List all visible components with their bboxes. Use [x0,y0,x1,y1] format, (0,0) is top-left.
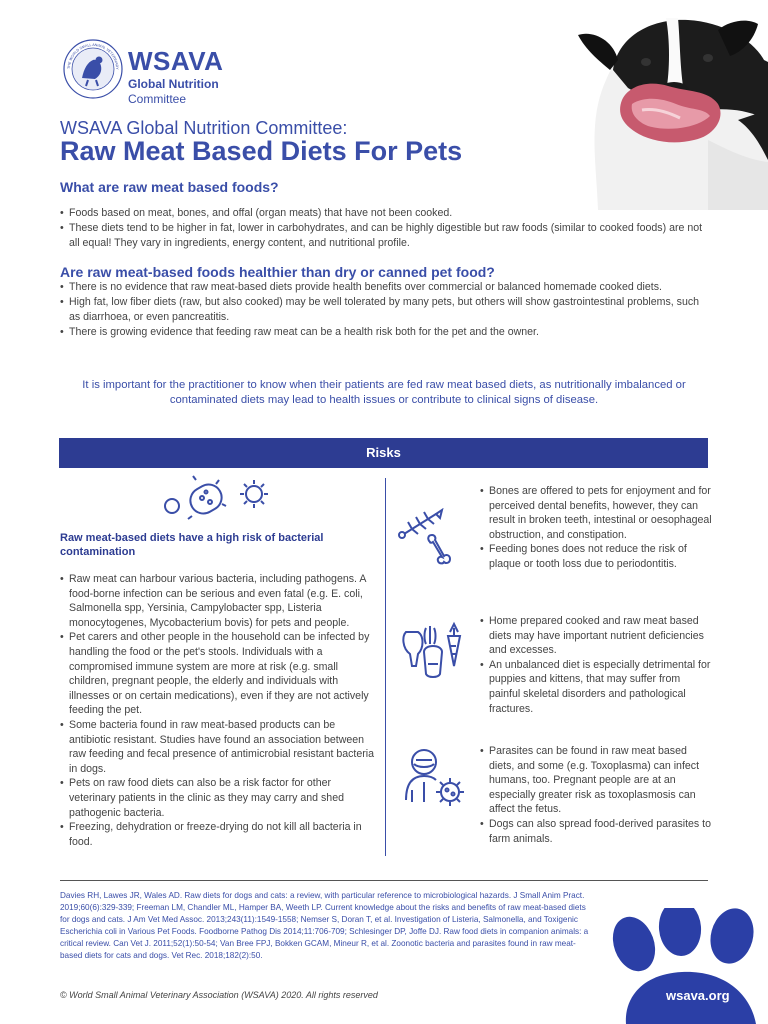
bacteria-risk-list [60,572,376,849]
diet-risk-bullet: • An unbalanced diet is especially detrimental for puppies and kittens, that may suffer from painful skeletal disorders and pathological fractures. [480,658,712,716]
page-title: Raw Meat Based Diets For Pets [60,136,463,166]
parasite-person-icon [396,744,468,810]
seal-text: THE WORLD SMALL ANIMAL VETERINARY [66,42,120,70]
bacteria-icon [160,474,272,530]
wsava-seal-icon [62,38,124,100]
bones-risk-bullet: • Bones are offered to pets for enjoyment and for perceived dental benefits, however, they can result in broken teeth, intestinal or oesophageal obstruction, and constipation. [480,484,712,542]
section2-bullet: • High fat, low fiber diets (raw, but also cooked) may be well tolerated by many pets, but others will show gastrointestinal problems, such as diarrhoea, or even pancreatitis. [60,295,710,325]
paw-print-icon [596,908,768,1024]
bones-risk-bullet: • Feeding bones does not reduce the risk of plaque or tooth loss due to periodontitis. [480,542,712,571]
practitioner-note: It is important for the practitioner to know when their patients are fed raw meat based diets, as nutritionally imbalanced or contaminated diets may lead to health issues or contribute to clinical signs of disease. [82,379,686,406]
wsava-website-link[interactable]: wsava.org [666,988,730,1003]
section2-bullet: • There is growing evidence that feeding raw meat can be a health risk both for the pet and the owner. [60,325,710,340]
section1-bullet: • These diets tend to be higher in fat, lower in carbohydrates, and can be highly digestible but raw foods (similar to cooked foods) are not all equal! They vary in ingredients, energy content, and nutritional profile. [60,221,710,251]
bacteria-risk-bullet: • Some bacteria found in raw meat-based products can be antibiotic resistant. Studies have found an association between raw feeding and fecal presence of antimicrobial resistant bacteria in dogs. [60,718,376,776]
section1-bullet: • Foods based on meat, bones, and offal (organ meats) that have not been cooked. [60,206,710,221]
diet-risk-bullet: • Home prepared cooked and raw meat based diets may have important nutrient deficiencies and excesses. [480,614,712,658]
logo-name: WSAVA [128,46,224,76]
logo-subtitle-line2: Committee [128,92,187,106]
references-divider [60,880,708,881]
copyright-notice: © World Small Animal Veterinary Association (WSAVA) 2020. All rights reserved [60,990,378,1000]
bacteria-risk-bullet: • Freezing, dehydration or freeze-drying do not kill all bacteria in food. [60,820,376,849]
parasite-risk-bullet: • Parasites can be found in raw meat based diets, and some (e.g. Toxoplasma) can infect humans, too. Pregnant people are at an especially greater risk as toxoplasmosis can affect the fetus. [480,744,712,817]
references: Davies RH, Lawes JR, Wales AD. Raw diets for dogs and cats: a review, with particular reference to microbiological hazards. J Small Anim Pract. 2019;60(6):329-339; Freeman LM, Chandler ML, Hamper BA, Weeth LP. Current knowledge about the risks and benefits of raw meat-based diets for dogs and cats. J Am Vet Med Assoc. 2013;243(11):1549-1558; Nemser S, Doran T, et al. Investigation of Listeria, Salmonella, and Toxigenic Escherichia coli in Various Pet Foods. Foodborne Pathog Dis 2014;11:706-709; Schlesinger DP, Joffe DJ. Raw food diets in companion animals: a critical review. Can Vet J. 2011;52(1):50-54; Van Bree FPJ, Bokken GCAM, Mineur R, et al. Zoonotic bacteria and parasites found in raw meat-based diets for cats and dogs. Vet Rec. 2018;182(2):50. [60,891,589,960]
column-divider [385,478,386,856]
parasite-risk-list [480,744,712,846]
wsava-logo [62,38,262,104]
dog-with-raw-meat-image [558,0,768,210]
bones-risk-list [480,484,712,572]
logo-subtitle-line1: Global Nutrition [128,77,219,91]
food-ingredients-icon [396,618,468,684]
bacteria-risk-bullet: • Pet carers and other people in the household can be infected by handling the food or the pet's stools. Individuals with a compromised immune system are more at risk (e.g. small children, pregnant people, the elderly and individuals with illnesses or on certain medications), even if they are not actively feeding the pet. [60,630,376,718]
parasite-risk-bullet: • Dogs can also spread food-derived parasites to farm animals. [480,817,712,846]
section2-heading: Are raw meat-based foods healthier than dry or canned pet food? [60,264,495,280]
section2-list [60,280,710,340]
section1-list [60,206,710,251]
fish-bone-icon [396,508,468,574]
risks-banner: Risks [59,438,708,468]
bacteria-risk-bullet: • Pets on raw food diets can also be a risk factor for other veterinary patients in the clinic as they may carry and shed pathogenic bacteria. [60,776,376,820]
section2-bullet: • There is no evidence that raw meat-based diets provide health benefits over commercial or balanced homemade cooked diets. [60,280,710,295]
header-kicker: WSAVA Global Nutrition Committee: [60,118,348,138]
bacteria-risk-heading: Raw meat-based diets have a high risk of bacterial contamination [60,532,324,558]
diet-risk-list [480,614,712,716]
section1-heading: What are raw meat based foods? [60,179,279,195]
bacteria-risk-bullet: • Raw meat can harbour various bacteria, including pathogens. A food-borne infection can be serious and even fatal (e.g. E. coli, Salmonella spp, Yersinia, Campylobacter spp, Listeria monocytogenes, Mycobacterium bovis) for pets and people. [60,572,376,630]
